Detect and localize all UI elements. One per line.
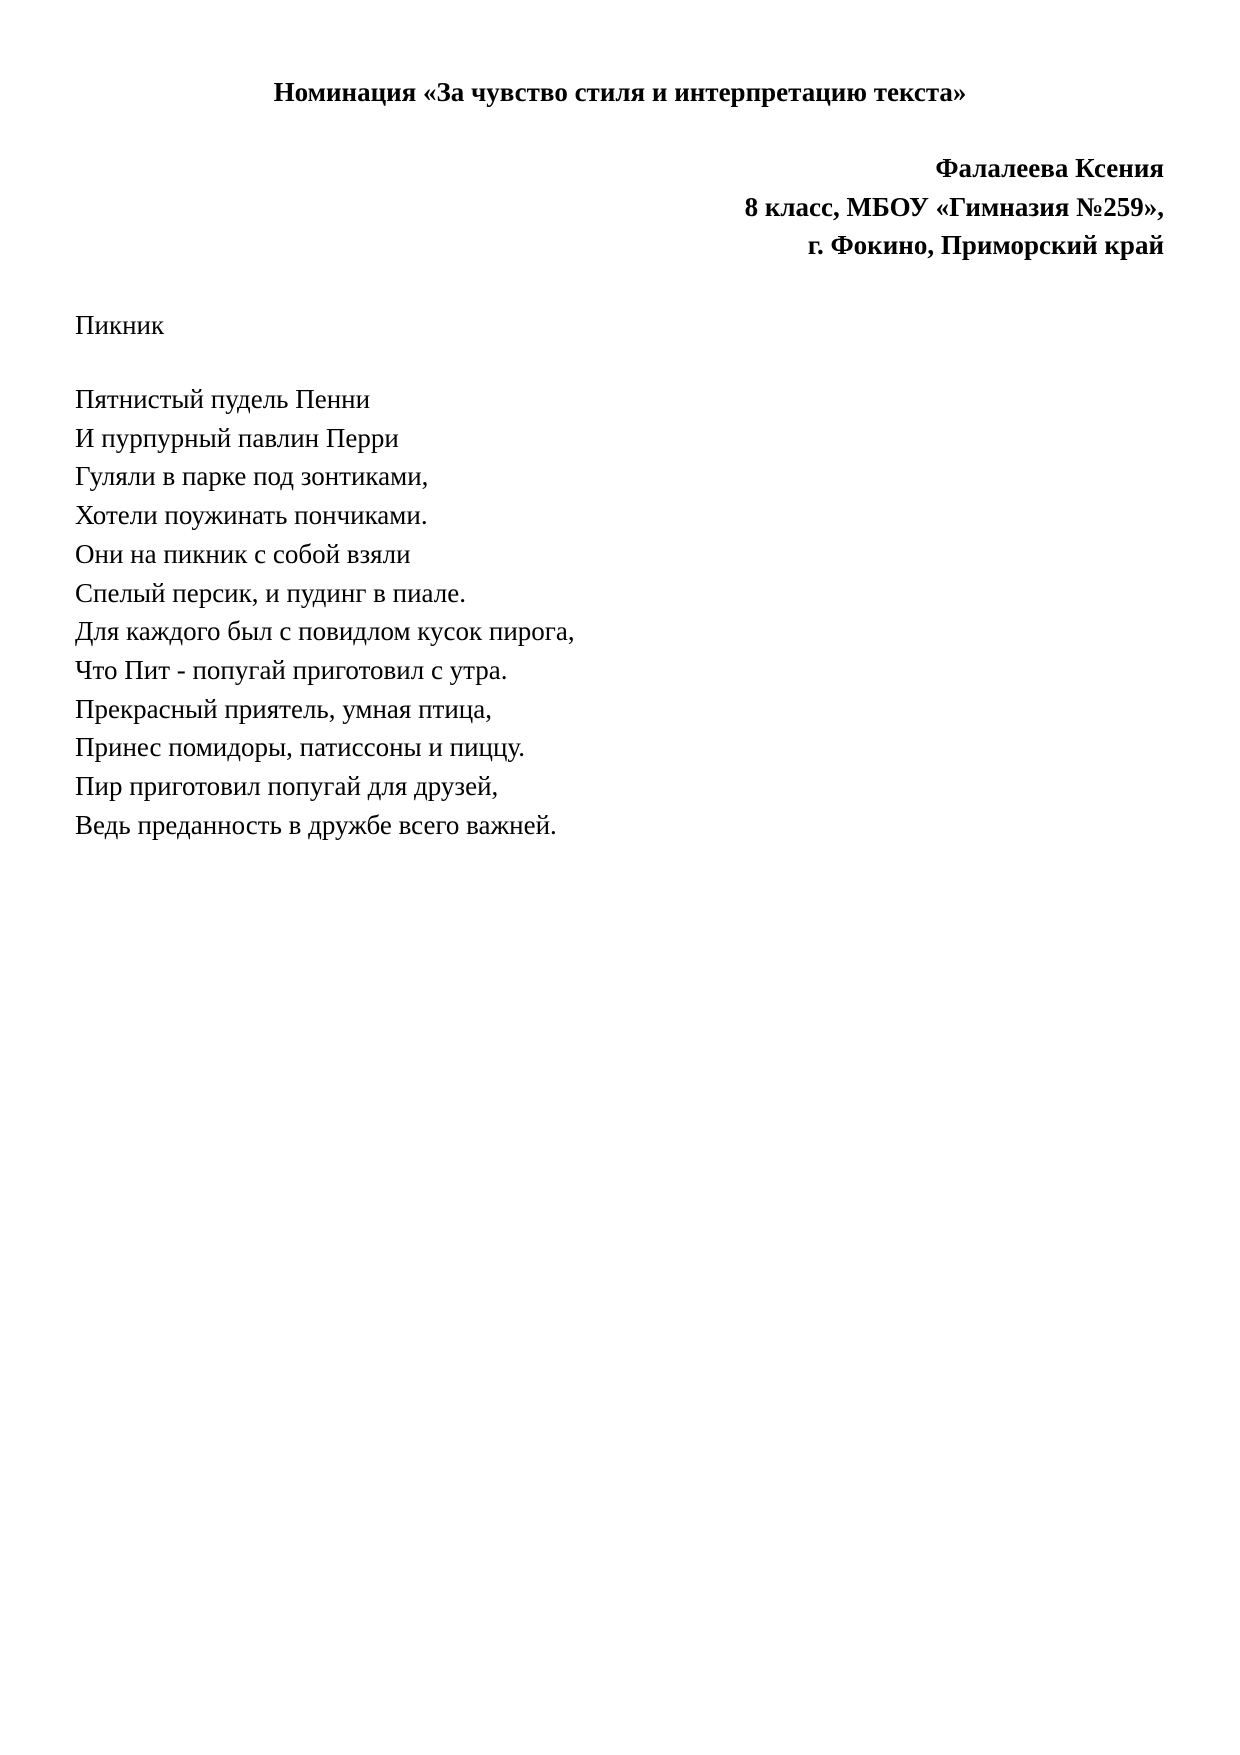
author-school: 8 класс, МБОУ «Гимназия №259», — [744, 191, 1164, 222]
poem-line: Гуляли в парке под зонтиками, — [75, 461, 429, 492]
poem-body — [75, 380, 575, 844]
poem-line: Пятнистый пудель Пенни — [75, 384, 371, 414]
poem-title: Пикник — [75, 310, 165, 340]
nomination-heading: Номинация «За чувство стиля и интерпретацию текста» — [273, 77, 967, 107]
poem-line: Пир приготовил попугай для друзей, — [75, 771, 499, 802]
poem-line: Что Пит - попугай приготовил с утра. — [75, 654, 508, 685]
poem-line: Хотели поужинать пончиками. — [75, 500, 428, 531]
author-name: Фалалеева Ксения — [935, 153, 1164, 183]
poem-line: Ведь преданность в дружбе всего важней. — [75, 809, 557, 840]
poem-line: Прекрасный приятель, умная птица, — [75, 693, 492, 724]
poem-line: Принес помидоры, патиссоны и пиццу. — [75, 732, 525, 763]
poem-line: И пурпурный павлин Перри — [75, 422, 399, 453]
author-info — [464, 149, 1164, 265]
author-location: г. Фокино, Приморский край — [807, 230, 1164, 261]
poem-line: Спелый персик, и пудинг в пиале. — [75, 577, 466, 608]
poem-line: Для каждого был с повидлом кусок пирога, — [75, 616, 575, 647]
poem-line: Они на пикник с собой взяли — [75, 538, 411, 569]
